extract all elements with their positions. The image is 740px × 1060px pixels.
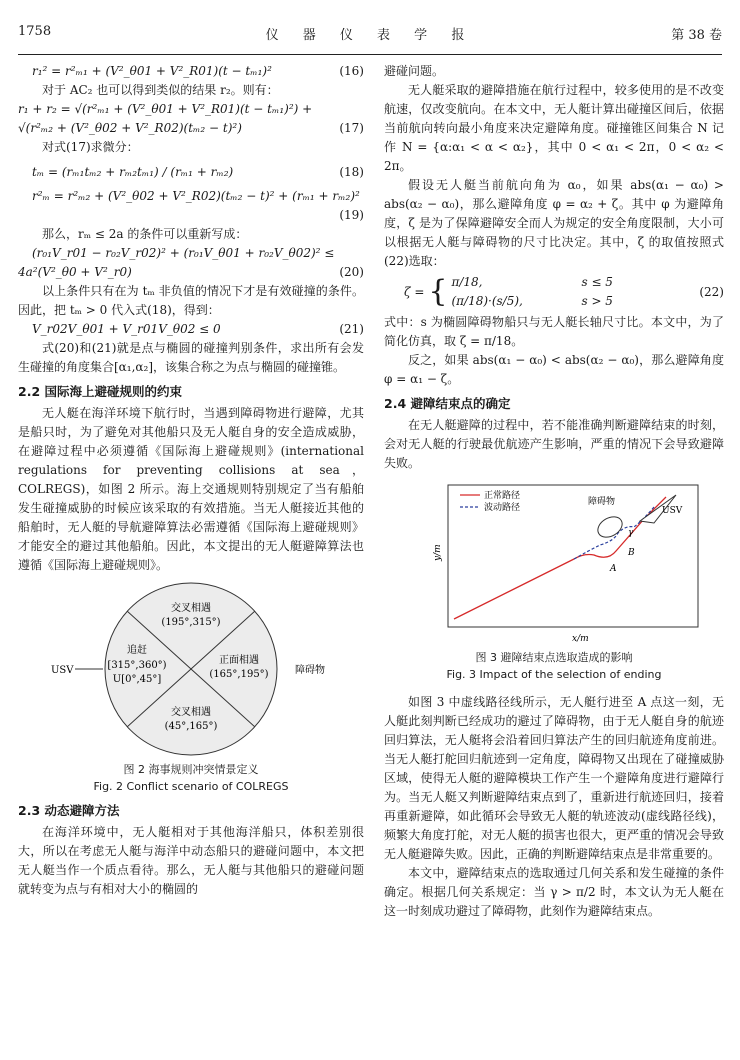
section-heading-2-4: 2.4 避障结束点的确定 (384, 396, 511, 411)
fig3-point-b: B (628, 548, 635, 558)
equation-22: ζ = { π/18, s ≤ 5 (π/18)·(s/5), s > 5 (22) (404, 274, 724, 309)
paragraph-fig3: 如图 3 中虚线路径线所示，无人艇行进至 A 点这一刻，无人艇此刻判断已经成功的避过了障碍物，由于无人艇自身的航迹回归算法，无人艇将会沿着回归算法产生的回归航迹角度前进。当无人艇打舵回归航迹到一定角度，障碍物又出现在了碰撞威胁区域，使得无人艇的避障模块工作产生一个避障角度进行避障行为。当无人艇又判断避障结束点到了，重新进行航迹回归，接着再重新避障，如此循环会导致无人艇的轨迹波动(虚线路径线)，频繁大角度打舵，对无人艇的损害也很大，更严重的情况会导致无人艇避障失败。因此，正确的判断避障结束点是非常重要的。 (384, 695, 724, 861)
figure-3-caption-en: Fig. 3 Impact of the selection of ending (446, 668, 662, 681)
fig2-headon: 正面相遇 (219, 655, 259, 666)
fig3-legend-wave: 波动路径 (484, 503, 521, 513)
equation-16: r₁² = r²ₘ₁ + (V²_θ01 + V²_R01)(t − tₘ₁)² (16) (32, 64, 364, 78)
fig2-overtake: 追赶 (127, 645, 147, 656)
fig3-obstacle-label: 障碍物 (588, 497, 616, 507)
paragraph-assume: 假设无人艇当前航向角为 α₀，如果 abs(α₁ − α₀) > abs(α₂ − α₀)，那么避障角度 φ = α₂ + ζ。其中 φ 为避障角度，ζ 是为了保障避障安全而人为规定的安全角度限制，大小可以根据无人艇与障碍物的尺寸比决定。其中，ζ 的取值按照式(22)选取： (384, 178, 724, 268)
equation-19-number: (19) (339, 208, 364, 222)
paragraph-geom: 本文中，避障结束点的选取通过几何关系和发生碰撞的条件确定。根据几何关系规定：当 γ > π/2 时，本文认为无人艇在这一时刻成功避过了障碍物，此刻作为避障结束点。 (384, 866, 724, 918)
paragraph-valid: 以上条件只有在为 tₘ 非负值的情况下才是有效碰撞的条件。因此，把 tₘ > 0 代入式(18)，得到： (18, 284, 364, 317)
fig2-obstacle-label: 障碍物 (295, 665, 325, 676)
paragraph-ac2: 对于 AC₂ 也可以得到类似的结果 r₂。则有： (42, 83, 279, 97)
fig3-legend-normal: 正常路径 (484, 491, 521, 501)
equation-17b: √(r²ₘ₂ + (V²_θ02 + V²_R02)(tₘ₂ − t)²) (17) (18, 121, 364, 135)
figure-2-diagram (41, 581, 341, 761)
right-column (384, 62, 724, 921)
section-heading-2-3: 2.3 动态避障方法 (18, 803, 120, 818)
equation-20a: (r₀₁V_r01 − r₀₂V_r02)² + (r₀₁V_θ01 + r₀₂V_θ02)² ≤ (32, 246, 335, 260)
paragraph-measure: 无人艇采取的避障措施在航行过程中，较多使用的是不改变航速，仅改变航向。在本文中，无人艇计算出碰撞区间后，依据当前航向转向最小角度来决定避障角度。碰撞锥区间集合 N 记作 N = {α:α₁ < α < α₂}，其中 0 < α₁ < 2π，0 < α₂ < 2π。 (384, 83, 724, 173)
fig2-overtake-r1: [315°,360°) (107, 660, 167, 671)
fig2-usv-label: USV (51, 665, 74, 676)
section-heading-2-2: 2.2 国际海上避碰规则的约束 (18, 384, 182, 399)
paragraph-reverse: 反之，如果 abs(α₁ − α₀) < abs(α₂ − α₀)，那么避障角度 φ = α₁ − ζ。 (384, 353, 724, 386)
left-column (18, 62, 364, 899)
figure-3-caption-cn: 图 3 避障结束点选取造成的影响 (475, 651, 633, 664)
fig2-headon-range: (165°,195°) (209, 669, 269, 680)
equation-17a: r₁ + r₂ = √(r²ₘ₁ + (V²_θ01 + V²_R01)(t − tₘ₁)²) + (18, 102, 313, 116)
equation-18: tₘ = (rₘ₁tₘ₂ + rₘ₂tₘ₁) / (rₘ₁ + rₘ₂) (18) (32, 164, 364, 179)
paragraph-colregs: 无人艇在海洋环境下航行时，当遇到障碍物进行避障，尤其是船只时，为了避免对其他船只及无人艇自身的安全造成威胁，在避障过程中必须遵循《国际海上避碰规则》(international regulations for preventing collisions at sea，COLREGS)，如图 2 所示。海上交通规则特别规定了当有船舶发生碰撞威胁的时候应该采取的有效措施。当无人艇接近其他的船舶时，无人艇的导航避障算法必需遵循《国际海上避碰规则》才能安全的避过其他船舶。因此，本文提出的无人艇避障算法也遵循《国际海上避碰规则》。 (18, 406, 364, 572)
fig3-usv-label: USV (662, 506, 683, 516)
page-header (18, 24, 722, 44)
paragraph-s: 式中：s 为椭圆障碍物船只与无人艇长轴尺寸比。本文中，为了简化仿真，取 ζ = π/18。 (384, 315, 724, 348)
fig2-cross-top-range: (195°,315°) (161, 617, 221, 628)
header-rule (18, 54, 722, 55)
fig3-ylabel: y/m (433, 544, 443, 561)
page-number: 1758 (18, 24, 52, 39)
fig2-overtake-r2: U[0°,45°] (112, 674, 162, 685)
paragraph-continued: 避碰问题。 (384, 64, 445, 78)
fig2-cross-bottom: 交叉相遇 (171, 707, 211, 718)
paragraph-diff: 对式(17)求微分： (42, 140, 139, 154)
paragraph-end: 在无人艇避障的过程中，若不能准确判断避障结束的时刻，会对无人艇的行驶最优航迹产生影响，严重的情况下会导致避障失败。 (384, 418, 724, 470)
fig2-cross-bottom-range: (45°,165°) (164, 721, 218, 732)
paragraph-cond: 那么，rₘ ≤ 2a 的条件可以重新写成： (42, 227, 248, 241)
figure-3-diagram (404, 479, 704, 649)
journal-title: 仪 器 仪 表 学 报 (265, 28, 475, 43)
equation-20b: 4a²(V²_θ0 + V²_r0) (20) (18, 265, 364, 279)
equation-19: r²ₘ = r²ₘ₂ + (V²_θ02 + V²_R02)(tₘ₂ − t)² + (rₘ₁ + rₘ₂)² (32, 189, 360, 203)
fig3-point-a: A (610, 564, 617, 574)
fig2-cross-top: 交叉相遇 (171, 603, 211, 614)
paragraph-cone: 式(20)和(21)就是点与椭圆的碰撞判别条件，求出所有会发生碰撞的角度集合[α₁,α₂]，该集合称之为点与椭圆的碰撞锥。 (18, 341, 364, 374)
paragraph-dynamic: 在海洋环境中，无人艇相对于其他海洋船只，体积差别很大，所以在考虑无人艇与海洋中动态船只的避碰问题中，本文把无人艇当作一个质点看待。那么，无人艇与其他船只的避碰问题就转变为点与有相对大小的椭圆的 (18, 825, 364, 896)
fig3-xlabel: x/m (572, 634, 589, 644)
figure-2-caption-en: Fig. 2 Conflict scenario of COLREGS (93, 780, 289, 793)
equation-21: V_r02V_θ01 + V_r01V_θ02 ≤ 0 (21) (32, 322, 364, 336)
fig3-gamma: γ (628, 528, 634, 538)
volume-label: 第 38 卷 (671, 28, 722, 43)
figure-2-caption-cn: 图 2 海事规则冲突情景定义 (123, 763, 259, 776)
